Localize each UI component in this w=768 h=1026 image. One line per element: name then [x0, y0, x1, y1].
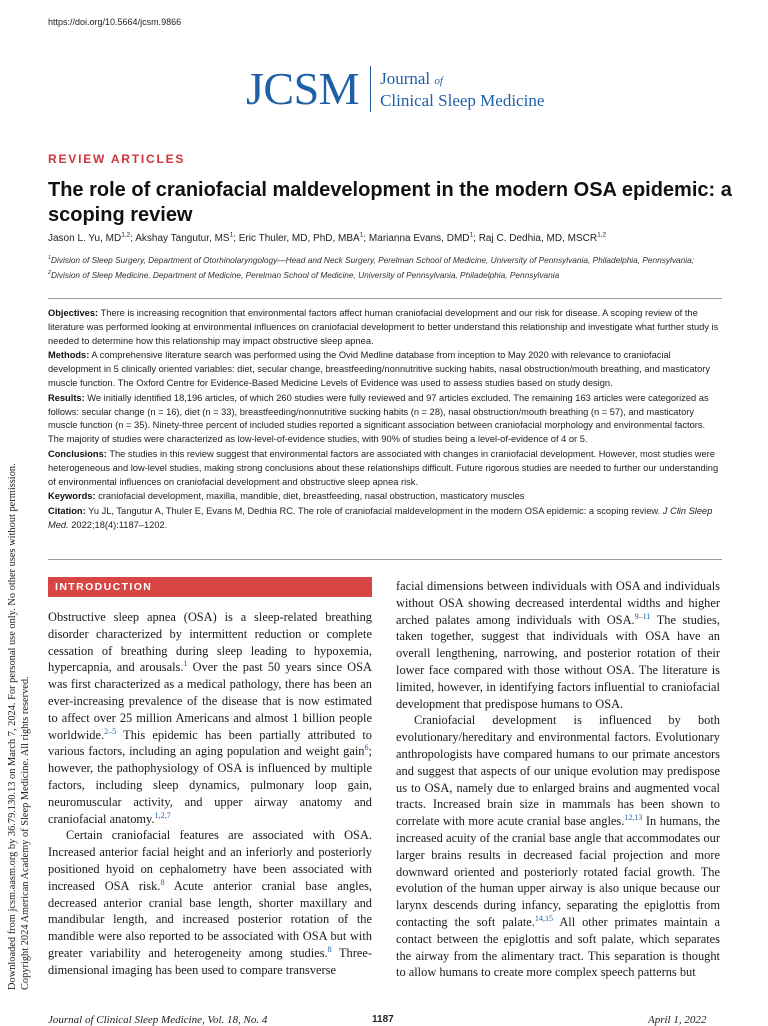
citation-text: Yu JL, Tangutur A, Thuler E, Evans M, Dedhia RC. The role of craniofacial maldevelopment in the modern OSA epidemic: a scoping review.	[88, 506, 661, 517]
methods-text: A comprehensive literature search was performed using the Ovid Medline database from inception to May 2020 with relevance to craniofacial development in 5 clinically oriented variables: diet, secular change, breastfeeding/nonnutritive sucking habits, nasal obstruction/mouth breathing, and masticatory muscle function. The Oxford Centre for Evidence-Based Medicine Levels of Evidence was used to assess studies based on study design.	[48, 350, 711, 388]
results-label: Results:	[48, 392, 85, 403]
footer-date: April 1, 2022	[648, 1014, 707, 1026]
introduction-heading	[48, 577, 372, 597]
author-affiliation-mark: 1,2	[597, 231, 607, 239]
body-column-right	[396, 578, 720, 981]
citation-journal: J Clin Sleep Med.	[48, 506, 713, 530]
text-run: The studies, taken together, suggest that individuals with OSA have an overall lengthening, narrowing, and posterior rotation of their lower face compared with those without OSA. The literature is limited, however, in identifying factors influential to craniofacial development that predispose humans to OSA.	[396, 612, 720, 711]
text-run: This epidemic has been partially attributed to various factors, including an aging population and weight gain	[48, 727, 372, 759]
author-name: Marianna Evans, DMD	[368, 233, 470, 244]
author-affiliation-mark: 1,2	[121, 231, 131, 239]
doi-link[interactable]: https://doi.org/10.5664/jcsm.9866	[48, 17, 182, 27]
journal-abbrev: JCSM	[246, 63, 360, 114]
author-list: Jason L. Yu, MD$^{1,2}$; Akshay Tangutur, $MS^1$; Eric Thuler, MD, PhD, MBA$^1$; Marianna Evans, DMD$^1$; Raj C. Dedhia, MD, MSCR$^{1,2}$	[48, 231, 607, 244]
logo-divider	[370, 66, 371, 112]
citation-reference[interactable]: 1	[183, 659, 188, 669]
abstract-conclusions	[48, 448, 722, 489]
text-run: Certain craniofacial features are associated with OSA. Increased anterior facial height and an inferiorly and posteriorly positioned hyoid on cephalometry have been associated with increased OSA risk.	[48, 828, 372, 893]
author-name: Eric Thuler, MD, PhD, MBA	[238, 233, 360, 244]
citation-reference[interactable]: 12,13	[624, 813, 643, 823]
citation-reference[interactable]: 6	[364, 743, 369, 753]
paragraph	[48, 827, 372, 978]
text-run: Craniofacial development is influenced by both evolutionary/hereditary and environmental factors. Evolutionary anthropologists have compared humans to our primate ancestors and suggest that aspects of our unique evolution may predispose us to OSA, namely due to enlarged brains and augmented vocal tracts. Increased brain size in mammals has been shown to correlate with more acute cranial base angles.	[396, 713, 720, 829]
author-affiliation-mark: 1	[229, 231, 234, 239]
keywords-text: craniofacial development, maxilla, mandible, diet, breastfeeding, nasal obstruction, masticatory muscles	[98, 491, 525, 502]
text-run: Three-dimensional imaging has been used to compare transverse	[48, 945, 372, 977]
conclusions-text: The studies in this review suggest that environmental factors are associated with changes in craniofacial development. However, most studies were heterogeneous and low-level studies, making strong conclusions about these relationships difficult. Future rigorous studies are needed to further our understanding of environmental influences on craniofacial development and obstructive sleep apnea risk.	[48, 448, 719, 487]
introduction-heading-text: INTRODUCTION	[55, 581, 153, 593]
citation-reference[interactable]: 1,2,7	[154, 810, 171, 820]
paragraph	[396, 578, 720, 712]
citation-label: Citation:	[48, 506, 86, 517]
paragraph	[396, 712, 720, 981]
affiliations	[48, 253, 720, 283]
text-run: ; however, the pathophysiology of OSA is influenced by multiple factors, including sleep dynamics, pulmonary loop gain, neuromuscular activity, and upper airway anatomy and craniofacial anatomy.	[48, 744, 372, 826]
abstract-results	[48, 392, 722, 447]
affiliation-number: 2	[48, 270, 51, 277]
methods-label: Methods:	[48, 350, 90, 361]
text-run: All other primates maintain a contact between the epiglottis and soft palate, which separates the airway from the alimentary tract. This separation is thought to allow humans to create more complex speech patterns but	[396, 914, 720, 980]
text-run: Over the past 50 years since OSA was first characterized as a medical pathology, there has been an ever-increasing prevalence of the disease that is now estimated to affect over 25 million Americans and almost 1 billion people worldwide.	[48, 660, 372, 742]
citation-reference[interactable]: 14,15	[534, 913, 554, 923]
objectives-label: Objectives:	[48, 308, 99, 318]
abstract-citation	[48, 505, 722, 533]
abstract-keywords	[48, 490, 722, 504]
paragraph	[48, 609, 372, 827]
abstract-top-rule	[48, 298, 722, 299]
text-run: In humans, the increased acuity of the cranial base angle that accommodates our larger brains results in decreased facial projection and more downward oriented and posteriorly rotated facial growth. The evolution of the human upper airway is also unique because our larynx descends during infancy, separating the epiglottis from contacting the soft palate.	[396, 814, 720, 929]
citation-volume: 2022;18(4):1187–1202.	[71, 519, 168, 530]
citation-reference[interactable]: 9–11	[634, 611, 651, 621]
section-label: REVIEW ARTICLES	[48, 152, 186, 166]
abstract-bottom-rule	[48, 559, 722, 560]
copyright-notice: Copyright 2024 American Academy of Sleep Medicine. All rights reserved.	[19, 676, 31, 990]
keywords-label: Keywords:	[48, 491, 96, 502]
abstract-objectives	[48, 307, 722, 348]
conclusions-label: Conclusions:	[48, 448, 107, 459]
objectives-text: There is increasing recognition that environmental factors affect human craniofacial development and our risk for disease. A scoping review of the literature was performed looking at environmental influences on craniofacial development to better understand this relationship and investigate what further study is needed to determine how this relationship may impact obstructive sleep apnea.	[48, 308, 719, 346]
text-run: Obstructive sleep apnea (OSA) is a sleep-related breathing disorder characterized by intermittent reduction or complete cessation of breathing during sleep leading to hypoxemia, hypercapnia, and arousals.	[48, 610, 372, 675]
author-affiliation-mark: 1	[469, 231, 474, 239]
abstract	[48, 307, 722, 534]
footer-journal-info: Journal of Clinical Sleep Medicine, Vol. 18, No. 4	[48, 1014, 268, 1026]
journal-name-line1: Journal	[380, 68, 431, 88]
affiliation-number: 1	[48, 255, 51, 262]
article-title: The role of craniofacial maldevelopment in the modern OSA epidemic: a scoping review	[48, 179, 732, 226]
author-name: Raj C. Dedhia, MD, MSCR	[478, 233, 598, 244]
citation-reference[interactable]: 2–5	[104, 726, 117, 736]
text-run: facial dimensions between individuals with OSA and individuals without OSA showing decreased interdental widths and higher arched palates among individuals with OSA.	[396, 579, 720, 627]
download-notice-line1: Downloaded from jcsm.aasm.org by 36.79.130.13 on March 7, 2024. For personal use only. No other uses without permission.	[7, 463, 18, 990]
citation-reference[interactable]: 8	[160, 877, 165, 887]
journal-name-line2: Clinical Sleep Medicine	[380, 90, 545, 110]
citation-reference[interactable]: 8	[327, 944, 332, 954]
journal-logo	[246, 63, 545, 114]
journal-name-of: of	[434, 74, 443, 87]
results-text: We initially identified 18,196 articles, of which 260 studies were fully reviewed and 97 articles excluded. The remaining 163 articles were categorized as follows: secular change (n = 16), diet (n = 33), breastfeeding/nonnutritive sucking habits (n = 28), nasal obstruction/mouth breathing (n = 57), and masticatory muscle function (n = 35). Ninety-three percent of included studies reported a significant association between craniofacial morphology and environmental factors. The majority of studies were characterized as low-level-of-evidence studies, with 90% of studies being a level-of-evidence of 4 or 5.	[48, 392, 709, 445]
download-notice	[7, 430, 37, 990]
author-affiliation-mark: 1	[359, 231, 364, 239]
journal-name	[380, 69, 544, 110]
text-run: Acute anterior cranial base angles, decreased anterior cranial base length, shorter maxillary and mandibular length, and increased posterior rotation of the mandible were also reported to be associated with OSA but with greater variability and heterogeneity among studies.	[48, 878, 373, 960]
author-name: Jason L. Yu, MD	[48, 233, 122, 244]
author-name: Akshay Tangutur, MS	[135, 233, 230, 244]
affiliation-text: Division of Sleep Surgery, Department of Otorhinolaryngology—Head and Neck Surgery, Perelman School of Medicine, University of Pennsylvania, Philadelphia, Pennsylvania;	[51, 255, 695, 265]
body-column-left	[48, 609, 372, 979]
affiliation-text: Division of Sleep Medicine, Department of Medicine, Perelman School of Medicine, University of Pennsylvania, Philadelphia, Pennsylvania	[51, 270, 560, 280]
page-number: 1187	[372, 1014, 394, 1025]
abstract-methods	[48, 349, 722, 390]
